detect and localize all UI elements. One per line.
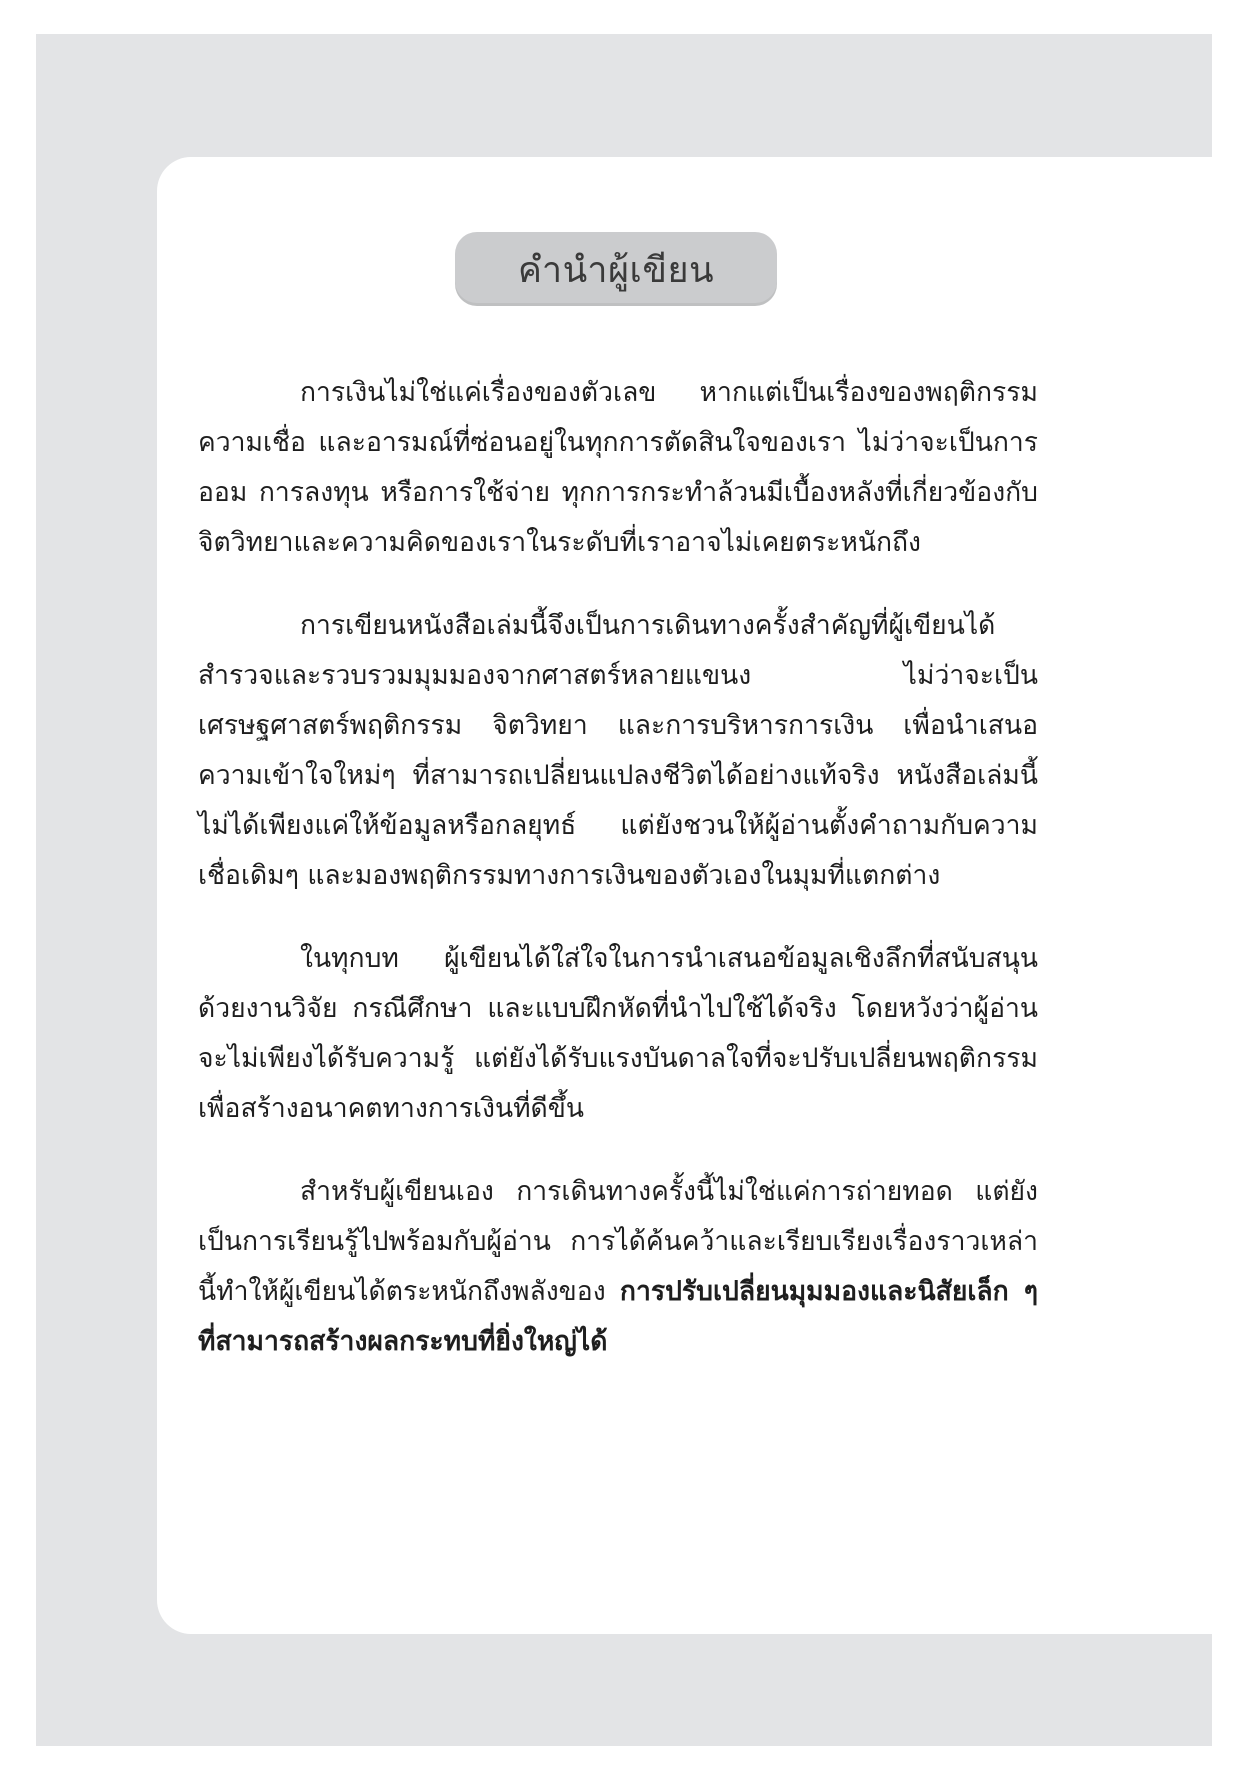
page-title: คำนำผู้เขียน — [517, 249, 715, 291]
paragraph-1: การเงินไม่ใช่แค่เรื่องของตัวเลข หากแต่เป็นเรื่องของพฤติกรรม ความเชื่อ และอารมณ์ที่ซ่อนอยู่ในทุกการตัดสินใจของเรา ไม่ว่าจะเป็นการออม การลงทุน หรือการใช้จ่าย ทุกการกระทำล้วนมีเบื้องหลังที่เกี่ยวข้องกับจิตวิทยาและความคิดของเราในระดับที่เราอาจไม่เคยตระหนักถึง — [198, 377, 1038, 558]
paragraph-4-text: สำหรับผู้เขียนเอง การเดินทางครั้งนี้ไม่ใช่แค่การถ่ายทอด แต่ยังเป็นการเรียนรู้ไปพร้อมกับผู้อ่าน การได้ค้นคว้าและเรียบเรียงเรื่องราวเหล่านี้ทำให้ผู้เขียนได้ตระหนักถึงพลังของ — [198, 1176, 1038, 1307]
paragraph-4-emphasis: การปรับเปลี่ยนมุมมองและนิสัยเล็ก ๆ ที่สามารถสร้างผลกระทบที่ยิ่งใหญ่ได้ — [198, 1276, 1038, 1357]
paragraph-2: การเขียนหนังสือเล่มนี้จึงเป็นการเดินทางครั้งสำคัญที่ผู้เขียนได้สำรวจและรวบรวมมุมมองจากศาสตร์หลายแขนง ไม่ว่าจะเป็นเศรษฐศาสตร์พฤติกรรม จิตวิทยา และการบริหารการเงิน เพื่อนำเสนอความเข้าใจใหม่ๆ ที่สามารถเปลี่ยนแปลงชีวิตได้อย่างแท้จริง หนังสือเล่มนี้ไม่ได้เพียงแค่ให้ข้อมูลหรือกลยุทธ์ แต่ยังชวนให้ผู้อ่านตั้งคำถามกับความเชื่อเดิมๆ และมองพฤติกรรมทางการเงินของตัวเองในมุมที่แตกต่าง — [198, 610, 1038, 891]
preface-body — [198, 368, 1038, 1367]
title-badge — [455, 232, 777, 306]
paragraph-3: ในทุกบท ผู้เขียนได้ใส่ใจในการนำเสนอข้อมูลเชิงลึกที่สนับสนุนด้วยงานวิจัย กรณีศึกษา และแบบฝึกหัดที่นำไปใช้ได้จริง โดยหวังว่าผู้อ่านจะไม่เพียงได้รับความรู้ แต่ยังได้รับแรงบันดาลใจที่จะปรับเปลี่ยนพฤติกรรมเพื่อสร้างอนาคตทางการเงินที่ดีขึ้น — [198, 943, 1038, 1124]
paragraph-4 — [198, 1167, 1038, 1367]
